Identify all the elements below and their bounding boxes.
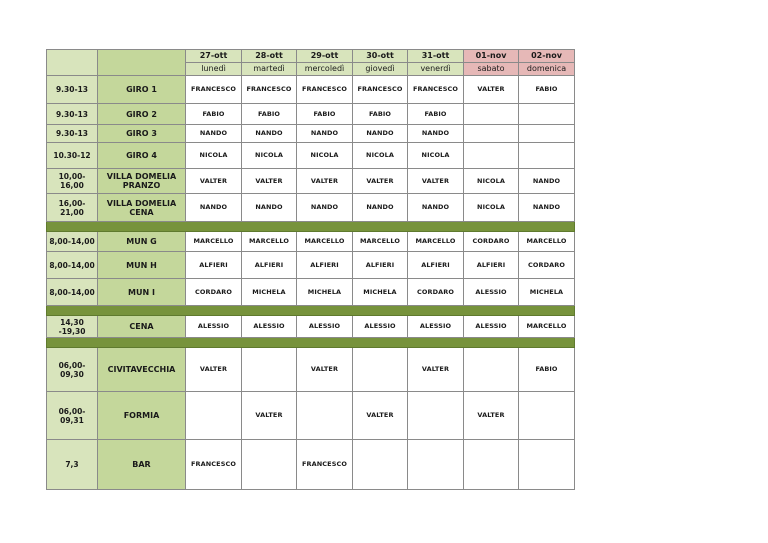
assignment-cell: ALESSIO: [297, 316, 353, 338]
service-name: BAR: [98, 440, 186, 490]
assignment-cell: FABIO: [408, 104, 464, 125]
time-slot: 9.30-13: [47, 125, 98, 143]
service-name: VILLA DOMELIA PRANZO: [98, 169, 186, 194]
assignment-cell: MARCELLO: [242, 232, 297, 252]
schedule-row: [47, 143, 575, 169]
service-name: GIRO 3: [98, 125, 186, 143]
assignment-cell: FABIO: [353, 104, 408, 125]
assignment-cell: ALFIERI: [353, 252, 408, 279]
assignment-cell: ALESSIO: [464, 316, 519, 338]
day-date: 28-ott: [242, 50, 296, 63]
assignment-cell: VALTER: [297, 169, 353, 194]
time-slot: 14,30 -19,30: [47, 316, 98, 338]
section-separator: [47, 338, 575, 348]
assignment-cell: VALTER: [186, 348, 242, 392]
assignment-cell: NANDO: [186, 125, 242, 143]
assignment-cell: MICHELA: [519, 279, 575, 306]
time-slot: 9.30-13: [47, 76, 98, 104]
assignment-cell: FABIO: [186, 104, 242, 125]
day-name: domenica: [526, 64, 567, 73]
assignment-cell: [242, 348, 297, 392]
assignment-cell: [519, 125, 575, 143]
day-date: 27-ott: [186, 50, 241, 63]
assignment-cell: [408, 440, 464, 490]
day-date: 30-ott: [353, 50, 407, 63]
service-name: CIVITAVECCHIA: [98, 348, 186, 392]
assignment-cell: NICOLA: [464, 169, 519, 194]
service-name: GIRO 2: [98, 104, 186, 125]
assignment-cell: VALTER: [408, 169, 464, 194]
time-slot: 10,00-16,00: [47, 169, 98, 194]
assignment-cell: NANDO: [353, 125, 408, 143]
assignment-cell: [408, 392, 464, 440]
assignment-cell: MARCELLO: [353, 232, 408, 252]
assignment-cell: NICOLA: [242, 143, 297, 169]
assignment-cell: NICOLA: [408, 143, 464, 169]
schedule-row: [47, 125, 575, 143]
time-slot: 06,00-09,31: [47, 392, 98, 440]
assignment-cell: ALFIERI: [408, 252, 464, 279]
assignment-cell: VALTER: [408, 348, 464, 392]
assignment-cell: NANDO: [242, 125, 297, 143]
assignment-cell: MICHELA: [242, 279, 297, 306]
assignment-cell: NANDO: [408, 125, 464, 143]
section-separator: [47, 222, 575, 232]
assignment-cell: [519, 440, 575, 490]
assignment-cell: [297, 392, 353, 440]
schedule-row: [47, 440, 575, 490]
assignment-cell: NICOLA: [297, 143, 353, 169]
assignment-cell: NICOLA: [186, 143, 242, 169]
header-row: [47, 50, 575, 76]
day-header: [464, 50, 519, 76]
assignment-cell: NANDO: [242, 194, 297, 222]
schedule-row: [47, 169, 575, 194]
assignment-cell: [464, 125, 519, 143]
assignment-cell: FABIO: [242, 104, 297, 125]
assignment-cell: VALTER: [186, 169, 242, 194]
day-name: venerdì: [420, 64, 451, 73]
assignment-cell: [464, 104, 519, 125]
assignment-cell: NICOLA: [353, 143, 408, 169]
assignment-cell: ALFIERI: [464, 252, 519, 279]
assignment-cell: [519, 143, 575, 169]
assignment-cell: FRANCESCO: [186, 440, 242, 490]
assignment-cell: ALESSIO: [242, 316, 297, 338]
assignment-cell: FABIO: [297, 104, 353, 125]
assignment-cell: MARCELLO: [519, 232, 575, 252]
assignment-cell: MARCELLO: [186, 232, 242, 252]
assignment-cell: VALTER: [297, 348, 353, 392]
assignment-cell: VALTER: [242, 169, 297, 194]
time-slot: 10.30-12: [47, 143, 98, 169]
service-name: MUN I: [98, 279, 186, 306]
day-date: 31-ott: [408, 50, 463, 63]
assignment-cell: [186, 392, 242, 440]
schedule-row: [47, 348, 575, 392]
assignment-cell: NANDO: [186, 194, 242, 222]
service-name: VILLA DOMELIA CENA: [98, 194, 186, 222]
time-slot: 9.30-13: [47, 104, 98, 125]
assignment-cell: FRANCESCO: [408, 76, 464, 104]
assignment-cell: MARCELLO: [297, 232, 353, 252]
assignment-cell: CORDARO: [464, 232, 519, 252]
assignment-cell: VALTER: [242, 392, 297, 440]
assignment-cell: ALESSIO: [186, 316, 242, 338]
assignment-cell: VALTER: [353, 392, 408, 440]
assignment-cell: [353, 348, 408, 392]
assignment-cell: CORDARO: [408, 279, 464, 306]
service-name: FORMIA: [98, 392, 186, 440]
time-slot: 8,00-14,00: [47, 252, 98, 279]
assignment-cell: NANDO: [519, 169, 575, 194]
schedule-row: [47, 252, 575, 279]
assignment-cell: FABIO: [519, 76, 575, 104]
assignment-cell: ALESSIO: [408, 316, 464, 338]
assignment-cell: VALTER: [464, 76, 519, 104]
schedule-row: [47, 392, 575, 440]
assignment-cell: MARCELLO: [519, 316, 575, 338]
day-header: [186, 50, 242, 76]
separator-bar: [47, 306, 575, 316]
assignment-cell: [464, 348, 519, 392]
schedule-row: [47, 104, 575, 125]
day-name: lunedì: [201, 64, 226, 73]
assignment-cell: MICHELA: [297, 279, 353, 306]
assignment-cell: FRANCESCO: [297, 76, 353, 104]
assignment-cell: NANDO: [408, 194, 464, 222]
assignment-cell: MARCELLO: [408, 232, 464, 252]
time-slot: 16,00-21,00: [47, 194, 98, 222]
service-name: GIRO 1: [98, 76, 186, 104]
schedule-row: [47, 232, 575, 252]
day-header: [297, 50, 353, 76]
separator-bar: [47, 222, 575, 232]
schedule-row: [47, 194, 575, 222]
assignment-cell: CORDARO: [186, 279, 242, 306]
day-name: martedì: [253, 64, 285, 73]
time-slot: 8,00-14,00: [47, 279, 98, 306]
day-name: sabato: [477, 64, 505, 73]
separator-bar: [47, 338, 575, 348]
day-header: [408, 50, 464, 76]
schedule-row: [47, 279, 575, 306]
day-date: 29-ott: [297, 50, 352, 63]
service-name: MUN H: [98, 252, 186, 279]
assignment-cell: FRANCESCO: [353, 76, 408, 104]
assignment-cell: VALTER: [353, 169, 408, 194]
assignment-cell: ALFIERI: [186, 252, 242, 279]
day-name: mercoledì: [304, 64, 345, 73]
section-separator: [47, 306, 575, 316]
assignment-cell: ALESSIO: [353, 316, 408, 338]
assignment-cell: [242, 440, 297, 490]
day-header: [242, 50, 297, 76]
assignment-cell: [353, 440, 408, 490]
assignment-cell: [519, 104, 575, 125]
time-slot: 8,00-14,00: [47, 232, 98, 252]
header-corner-time: [47, 50, 98, 76]
assignment-cell: ALFIERI: [242, 252, 297, 279]
schedule-row: [47, 76, 575, 104]
assignment-cell: ALFIERI: [297, 252, 353, 279]
assignment-cell: NANDO: [297, 125, 353, 143]
assignment-cell: VALTER: [464, 392, 519, 440]
schedule-table: [46, 49, 575, 490]
day-header: [353, 50, 408, 76]
header-corner-name: [98, 50, 186, 76]
day-date: 01-nov: [464, 50, 518, 63]
schedule-row: [47, 316, 575, 338]
assignment-cell: [519, 392, 575, 440]
assignment-cell: [464, 440, 519, 490]
time-slot: 7,3: [47, 440, 98, 490]
day-date: 02-nov: [519, 50, 574, 63]
assignment-cell: FRANCESCO: [297, 440, 353, 490]
assignment-cell: FRANCESCO: [186, 76, 242, 104]
assignment-cell: [464, 143, 519, 169]
service-name: GIRO 4: [98, 143, 186, 169]
service-name: MUN G: [98, 232, 186, 252]
day-header: [519, 50, 575, 76]
assignment-cell: FABIO: [519, 348, 575, 392]
service-name: CENA: [98, 316, 186, 338]
assignment-cell: NANDO: [297, 194, 353, 222]
assignment-cell: CORDARO: [519, 252, 575, 279]
assignment-cell: NANDO: [353, 194, 408, 222]
time-slot: 06,00-09,30: [47, 348, 98, 392]
assignment-cell: NANDO: [519, 194, 575, 222]
assignment-cell: FRANCESCO: [242, 76, 297, 104]
assignment-cell: MICHELA: [353, 279, 408, 306]
assignment-cell: NICOLA: [464, 194, 519, 222]
assignment-cell: ALESSIO: [464, 279, 519, 306]
day-name: giovedì: [365, 64, 395, 73]
